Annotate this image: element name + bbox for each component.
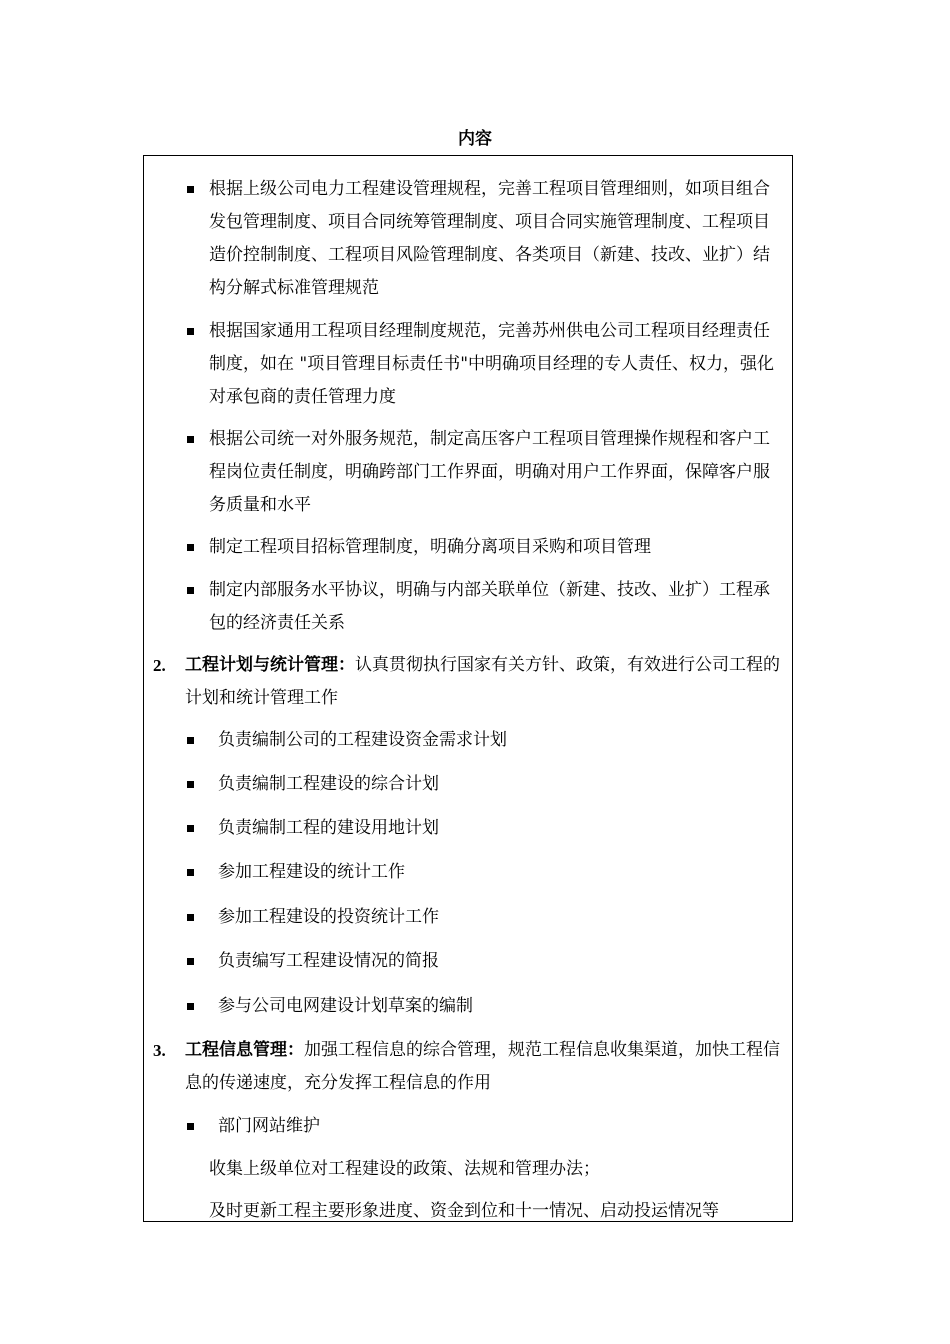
bullet-marker <box>187 781 194 788</box>
bullet-marker <box>187 958 194 965</box>
list-item: 负责编写工程建设情况的简报 <box>218 951 439 971</box>
section-paragraph <box>185 649 786 715</box>
content-table <box>143 155 793 1222</box>
page-title: 内容 <box>458 129 492 149</box>
bullet-marker <box>187 186 194 193</box>
list-item: 参与公司电网建设计划草案的编制 <box>218 996 473 1016</box>
section-number: 2. <box>153 656 166 675</box>
list-item: 部门网站维护 <box>218 1116 320 1136</box>
bullet-marker <box>187 737 194 744</box>
bullet-marker <box>187 869 194 876</box>
bullet-marker <box>187 328 194 335</box>
body-paragraph: 及时更新工程主要形象进度、资金到位和十一情况、启动投运情况等 <box>209 1201 719 1221</box>
list-item: 根据公司统一对外服务规范，制定高压客户工程项目管理操作规程和客户工程岗位责任制度，明确跨部门工作界面，明确对用户工作界面，保障客户服务质量和水平 <box>209 429 770 515</box>
body-paragraph: 收集上级单位对工程建设的政策、法规和管理办法； <box>209 1159 600 1179</box>
list-item: 制定工程项目招标管理制度，明确分离项目采购和项目管理 <box>209 537 651 557</box>
list-item: 负责编制工程建设的综合计划 <box>218 774 439 794</box>
section-heading: 工程信息管理： <box>185 1040 304 1060</box>
bullet-marker <box>187 1003 194 1010</box>
list-item: 根据上级公司电力工程建设管理规程，完善工程项目管理细则，如项目组合发包管理制度、项目合同统筹管理制度、项目合同实施管理制度、工程项目造价控制制度、工程项目风险管理制度、各类项目（新建、技改、业扩）结构分解式标准管理规范 <box>209 179 770 298</box>
bullet-marker <box>187 914 194 921</box>
list-item: 制定内部服务水平协议，明确与内部关联单位（新建、技改、业扩）工程承包的经济责任关系 <box>209 580 770 633</box>
section-number: 3. <box>153 1041 166 1060</box>
bullet-marker <box>187 587 194 594</box>
bullet-marker <box>187 1123 194 1130</box>
list-item: 参加工程建设的统计工作 <box>218 862 405 882</box>
list-item: 负责编制公司的工程建设资金需求计划 <box>218 730 507 750</box>
bullet-marker <box>187 825 194 832</box>
list-item: 根据国家通用工程项目经理制度规范，完善苏州供电公司工程项目经理责任制度，如在 "项目管理目标责任书"中明确项目经理的专人责任、权力，强化对承包商的责任管理力度 <box>209 321 775 407</box>
bullet-marker <box>187 544 194 551</box>
section-paragraph <box>185 1034 786 1100</box>
section-heading: 工程计划与统计管理： <box>185 655 355 675</box>
list-item: 负责编制工程的建设用地计划 <box>218 818 439 838</box>
bullet-marker <box>187 436 194 443</box>
section-text: 加强工程信息的综合管理，规范工程信息收集渠道，加快工程信息的传递速度，充分发挥工程信息的作用 <box>185 1040 780 1093</box>
section-text: 认真贯彻执行国家有关方针、政策，有效进行公司工程的计划和统计管理工作 <box>185 655 780 708</box>
list-item: 参加工程建设的投资统计工作 <box>218 907 439 927</box>
